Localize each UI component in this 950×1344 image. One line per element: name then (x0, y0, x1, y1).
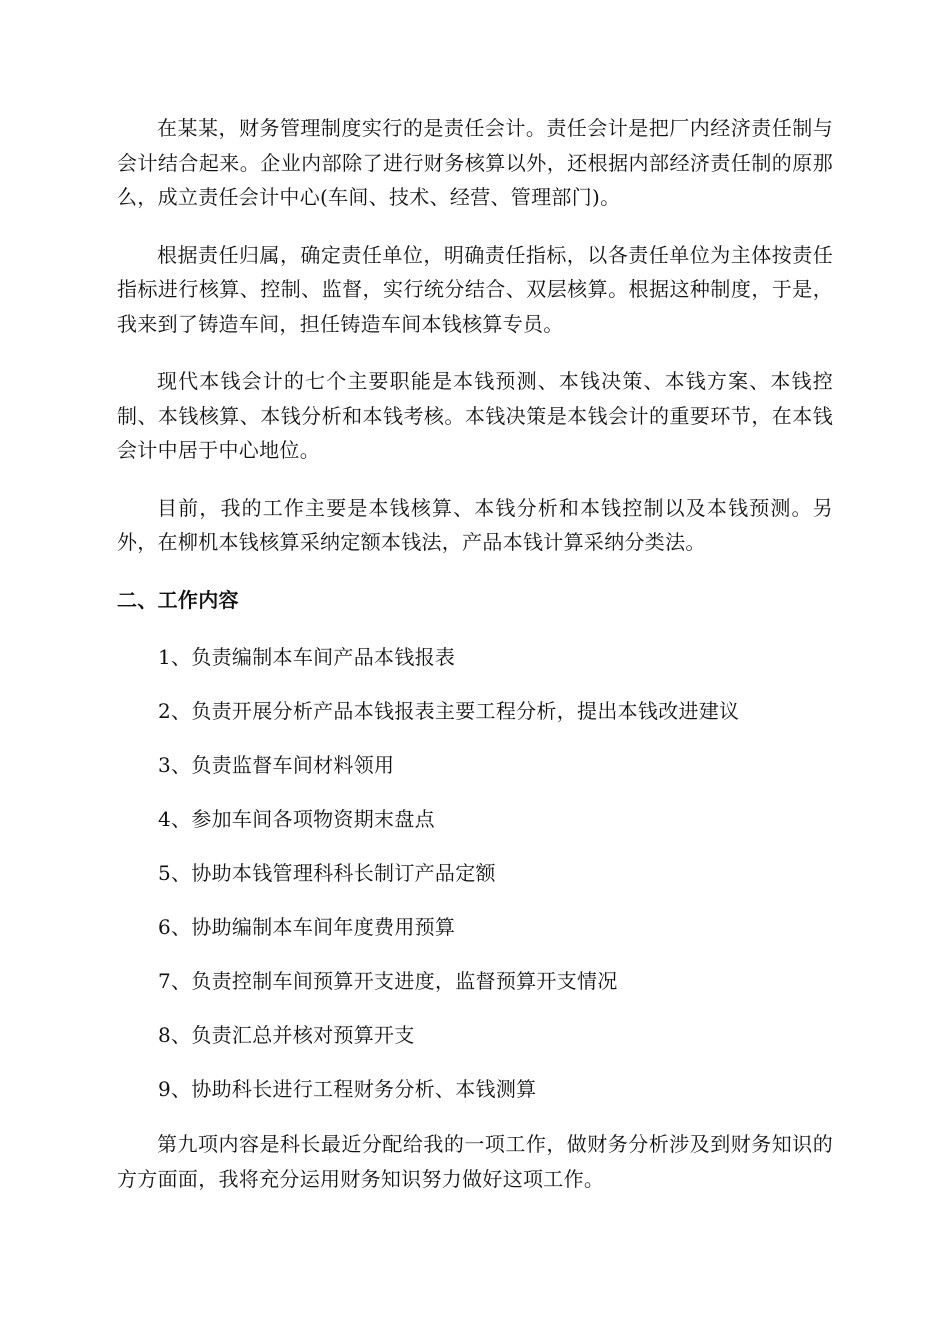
paragraph-responsibility-units: 根据责任归属，确定责任单位，明确责任指标，以各责任单位为主体按责任指标进行核算、控制、监督，实行统分结合、双层核算。根据这种制度，于是，我来到了铸造车间，担任铸造车间本钱核算专员。 (117, 242, 833, 336)
paragraph-responsibility-accounting: 在某某，财务管理制度实行的是责任会计。责任会计是把厂内经济责任制与会计结合起来。企业内部除了进行财务核算以外，还根据内部经济责任制的原那么，成立责任会计中心(车间、技术、经营、管理部门)。 (117, 116, 833, 209)
document-body (117, 111, 833, 1219)
section-heading-work-content: 二、工作内容 (117, 587, 239, 612)
paragraph-closing: 第九项内容是科长最近分配给我的一项工作，做财务分析涉及到财务知识的方方面面，我将充分运用财务知识努力做好这项工作。 (117, 1132, 833, 1191)
paragraph-cost-accounting-functions: 现代本钱会计的七个主要职能是本钱预测、本钱决策、本钱方案、本钱控制、本钱核算、本钱分析和本钱考核。本钱决策是本钱会计的重要环节，在本钱会计中居于中心地位。 (117, 369, 833, 462)
work-item-3: 3、负责监督车间材料领用 (158, 753, 395, 777)
work-item-9: 9、协助科长进行工程财务分析、本钱测算 (158, 1077, 537, 1101)
work-item-4: 4、参加车间各项物资期末盘点 (158, 807, 435, 831)
paragraph-current-work: 目前，我的工作主要是本钱核算、本钱分析和本钱控制以及本钱预测。另外，在柳机本钱核算采纳定额本钱法，产品本钱计算采纳分类法。 (117, 495, 833, 554)
work-item-5: 5、协助本钱管理科科长制订产品定额 (158, 861, 496, 885)
work-item-2: 2、负责开展分析产品本钱报表主要工程分析，提出本钱改进建议 (158, 699, 740, 723)
work-items-list (117, 640, 833, 1126)
work-item-8: 8、负责汇总并核对预算开支 (158, 1023, 415, 1047)
work-item-7: 7、负责控制车间预算开支进度，监督预算开支情况 (158, 969, 618, 993)
work-item-1: 1、负责编制本车间产品本钱报表 (158, 645, 456, 669)
work-item-6: 6、协助编制本车间年度费用预算 (158, 915, 456, 939)
